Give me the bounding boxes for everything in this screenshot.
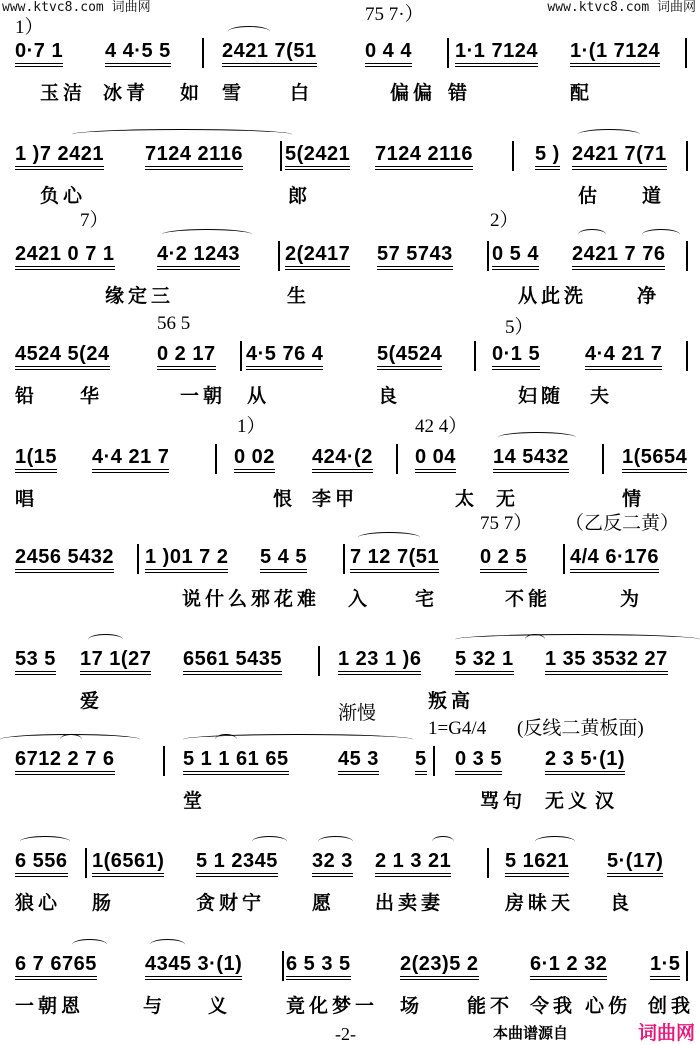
annotation: 2） [490,210,519,231]
notation-group: 5 32 1 [455,648,514,675]
notation-group: 0 4 4 [365,40,412,67]
lyric: 净 [637,285,661,307]
barline [487,241,489,271]
notation-group: 1·1 7124 [455,40,538,67]
lyric: 良 [610,892,634,914]
lyric: 李甲 [312,488,359,510]
barline [396,444,398,474]
notation-group: 5 4 5 [260,546,307,573]
notation-group: 14 5432 [493,446,569,473]
lyric: 爱 [80,690,104,712]
watermark-right: www.ktvc8.com 词曲网 [547,0,696,15]
notation-group: 0 5 4 [492,243,539,270]
notation-group: 1(6561) [92,850,164,877]
lyric: 说什么邪花难 [182,588,321,610]
lyric: 愿 [312,892,336,914]
lyric: 太 [455,488,479,510]
notation-group: 5(4524 [377,343,442,370]
slur-mark [162,229,252,240]
annotation: 42 4） [415,416,468,437]
notation-group: 1 23 1 )6 [338,648,421,675]
lyric: 宅 [415,588,439,610]
slur-mark [642,229,680,240]
lyric: 肠 [92,892,116,914]
barline [202,38,204,68]
lyric: 创我 [648,995,695,1017]
lyric: 妇随 [518,385,565,407]
notation-group: 5 ) [535,143,560,170]
barline [215,444,217,474]
page-number: -2- [335,1024,356,1044]
slur-mark [318,836,353,847]
notation-group: 1(5654 [622,446,687,473]
lyric: 汉 [595,790,619,812]
barline [137,544,139,574]
barline [85,848,87,878]
barline [686,951,688,981]
notation-group: 1·(1 7124 [570,40,660,67]
lyric: 情 [622,488,646,510]
notation-group: 1 )7 2421 [15,143,104,170]
annotation: 7） [80,210,109,231]
notation-group: 2421 0 7 1 [15,243,115,270]
lyric: 场 [400,995,424,1017]
barline [685,38,687,68]
barline [278,241,280,271]
barline [282,951,284,981]
slur-mark [150,939,185,950]
lyric: 无义 [545,790,592,812]
notation-group: 4·2 1243 [157,243,240,270]
slur-mark [578,129,640,140]
notation-group: 2(23)5 2 [400,953,479,980]
lyric: 与 [143,995,167,1017]
slur-mark [228,26,270,37]
lyric: 狼心 [15,892,62,914]
annotation: 75 7·） [365,4,424,25]
lyric: 估 [578,185,602,207]
lyric: 郎 [288,185,312,207]
slur-mark [358,532,420,543]
barline [163,746,165,776]
lyric: 生 [287,285,311,307]
notation-group: 0 3 5 [455,748,502,775]
notation-group: 6 7 6765 [15,953,97,980]
slur-mark [525,634,545,645]
lyric: 偏偏 [390,82,437,104]
lyric: 恨 [273,488,297,510]
lyric: 竟化梦一 [286,995,379,1017]
lyric: 贪财宁 [196,892,266,914]
lyric: 从此洗 [518,285,588,307]
barline [433,746,435,776]
notation-group: 0·1 5 [492,343,540,370]
brand-logo[interactable]: 词曲网 [638,1022,696,1044]
notation-group: 6·1 2 32 [530,953,607,980]
annotation: 75 7） [480,513,533,534]
notation-group: 0 2 17 [157,343,216,370]
barline [686,141,688,171]
lyric: 缘定三 [105,285,175,307]
barline [686,341,688,371]
lyric: 铅 [15,385,39,407]
notation-group: 7 12 7(51 [350,546,439,573]
barline [512,141,514,171]
lyric: 从 [247,385,271,407]
source-label: 本曲谱源自 [493,1024,569,1042]
lyric: 华 [80,385,104,407]
barline [318,646,320,676]
lyric: 叛高 [428,690,475,712]
notation-group: 5 1 2345 [196,850,278,877]
lyric: 一朝 [180,385,227,407]
notation-group: 0·7 1 [15,40,63,67]
notation-group: 5 [415,748,427,775]
notation-group: 5(2421 [285,143,350,170]
notation-group: 53 5 [15,648,56,675]
notation-group: 17 1(27 [80,648,151,675]
notation-group: 5·(17) [607,850,663,877]
lyric: 冰青 [103,82,150,104]
barline [474,341,476,371]
slur-mark [432,836,454,847]
annotation: (反线二黄板面) [517,718,644,739]
annotation: 1=G4/4 [428,718,487,739]
barline [280,141,282,171]
notation-group: 4 4·5 5 [105,40,171,67]
lyric: 出卖妻 [375,892,445,914]
lyric: 为 [620,588,644,610]
lyric: 雪 [222,82,246,104]
notation-group: 2 3 5·(1) [545,748,625,775]
lyric: 堂 [183,790,207,812]
notation-group: 2421 7(51 [222,40,317,67]
slur-mark [252,836,287,847]
notation-group: 6 5 3 5 [286,953,351,980]
notation-group: 1·5 [650,953,680,980]
slur-mark [535,836,575,847]
lyric: 无 [496,488,520,510]
slur-mark [215,734,237,745]
barline [602,444,604,474]
lyric: 一朝恩 [15,995,85,1017]
annotation: 渐慢 [338,703,377,724]
notation-group: 0 2 5 [480,546,527,573]
lyric: 不能 [505,588,552,610]
slur-mark [88,634,123,645]
annotation: 1） [237,416,266,437]
barline [343,544,345,574]
notation-group: 7124 2116 [375,143,473,170]
barline [240,341,242,371]
notation-group: 4·4 21 7 [92,446,169,473]
notation-group: 4345 3·(1) [145,953,242,980]
notation-group: 0 02 [234,446,275,473]
slur-mark [72,939,107,950]
barline [563,544,565,574]
lyric: 夫 [590,385,614,407]
notation-group: 2 1 3 21 [375,850,451,877]
notation-group: 5 1621 [505,850,569,877]
lyric: 房昧天 [505,892,575,914]
notation-group: 2(2417 [285,243,350,270]
notation-group: 32 3 [312,850,353,877]
annotation: 56 5 [157,313,191,334]
notation-group: 4/4 6·176 [570,546,659,573]
slur-mark [60,734,82,745]
lyric: 玉洁 [40,82,87,104]
notation-group: 5 1 1 61 65 [183,748,289,775]
lyric: 配 [570,82,594,104]
lyric: 道 [642,185,666,207]
notation-group: 0 04 [415,446,456,473]
notation-group: 6561 5435 [183,648,282,675]
barline [447,38,449,68]
lyric: 负心 [40,185,87,207]
notation-group: 1 )01 7 2 [145,546,228,573]
lyric: 如 [180,82,204,104]
notation-group: 45 3 [338,748,379,775]
lyric: 义 [208,995,232,1017]
lyric: 入 [348,588,372,610]
slur-mark [455,634,700,645]
lyric: 令我 [530,995,577,1017]
lyric: 白 [290,82,314,104]
lyric: 骂句 [480,790,527,812]
notation-group: 2421 7 76 [572,243,665,270]
annotation: （乙反二黄） [565,513,680,534]
barline [686,241,688,271]
lyric: 良 [378,385,402,407]
notation-group: 6712 2 7 6 [15,748,115,775]
slur-mark [20,836,70,847]
notation-group: 6 556 [15,850,68,877]
watermark-left: www.ktvc8.com 词曲网 [2,0,151,15]
notation-group: 4·5 76 4 [246,343,323,370]
annotation: 1） [15,17,44,38]
lyric: 心伤 [585,995,632,1017]
lyric: 唱 [15,488,39,510]
slur-mark [72,129,292,140]
slur-mark [578,229,606,240]
notation-group: 1 35 3532 27 [545,648,668,675]
notation-group: 4524 5(24 [15,343,110,370]
notation-group: 2456 5432 [15,546,114,573]
notation-group: 4·4 21 7 [585,343,662,370]
notation-group: 7124 2116 [145,143,243,170]
notation-group: 57 5743 [377,243,453,270]
notation-group: 2421 7(71 [572,143,667,170]
lyric: 错 [448,82,472,104]
lyric: 能不 [467,995,514,1017]
notation-group: 424·(2 [312,446,373,473]
slur-mark [498,432,576,443]
annotation: 5） [505,317,534,338]
barline [487,848,489,878]
notation-group: 1(15 [15,446,57,473]
